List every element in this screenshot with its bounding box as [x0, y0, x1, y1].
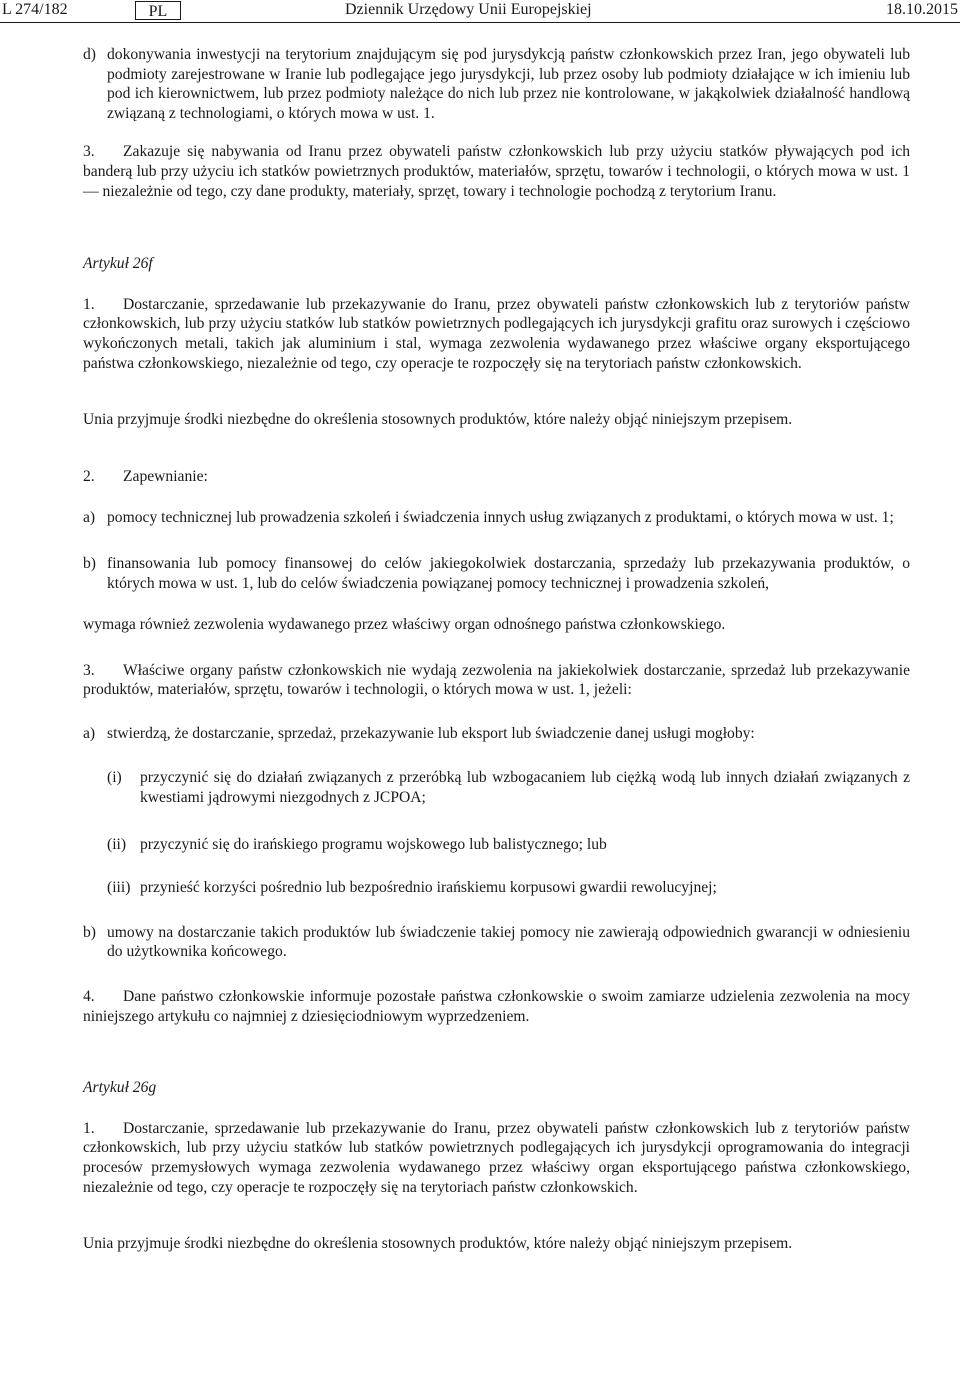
list-item-3b	[83, 923, 910, 962]
article-26f-union-note: Unia przyjmuje środki niezbędne do określenia stosownych produktów, które należy objąć niniejszym przepisem.	[83, 411, 793, 429]
item-text: dokonywania inwestycji na terytorium znajdującym się pod jurysdykcją państw członkowskich przez Iran, jego obywateli lub podmioty zarejestrowane w Iranie lub podlegające jego jurysdykcji, lub przez osoby lub podmioty działające w ich imieniu lub pod ich kierownictwem, lub przez podmioty należące do nich lub przez nie kontrolowane, w jakąkolwiek działalność handlową związaną z technologiami, o których mowa w ust. 1.	[107, 46, 910, 122]
item-label: a)	[83, 724, 96, 742]
item-text: pomocy technicznej lub prowadzenia szkoleń i świadczenia innych usług związanych z produktami, o których mowa w ust. 1;	[107, 509, 894, 527]
item-label: (iii)	[107, 879, 131, 897]
article-26f-paragraph-1	[83, 295, 910, 373]
header-rule	[0, 22, 960, 23]
document-body	[83, 45, 910, 1254]
sub-item-iii	[83, 878, 910, 898]
paragraph-number: 2.	[83, 467, 95, 485]
item-text: stwierdzą, że dostarczanie, sprzedaż, przekazywanie lub eksport lub świadczenie danej usługi mogłoby:	[107, 724, 755, 742]
paragraph-number: 3.	[83, 661, 95, 679]
item-label: (i)	[107, 769, 122, 787]
page-reference: L 274/182	[2, 1, 68, 18]
language-badge: PL	[135, 1, 181, 20]
paragraph-text: Zakazuje się nabywania od Iranu przez obywateli państw członkowskich lub przy użyciu statków pływających pod ich banderą lub przy użyciu ich statków powietrznych produktów, materiałów, sprzętu, towarów i technologii, o których mowa w ust. 1 — niezależnie od tego, czy dane produkty, materiały, sprzęt, towary i technologie pochodzą z terytorium Iranu.	[83, 143, 910, 200]
paragraph-number: 4.	[83, 988, 95, 1006]
paragraph-text: Zapewnianie:	[123, 467, 208, 485]
publication-date: 18.10.2015	[886, 1, 958, 18]
paragraph-number: 1.	[83, 295, 95, 313]
paragraph-text: Dostarczanie, sprzedawanie lub przekazywanie do Iranu, przez obywateli państw członkowskich lub z terytoriów państw członkowskich, lub przy użyciu statków lub statków powietrznych podlegających ich jurysdykcji grafitu oraz surowych i częściowo wykończonych metali, takich jak aluminium i stal, wymaga zezwolenia wydawanego przez właściwe organy eksportującego państwa członkowskiego, niezależnie od tego, czy operacje te rozpoczęły się na terytoriach państw członkowskich.	[83, 295, 910, 372]
paragraph-text: Dane państwo członkowskie informuje pozostałe państwa członkowskie o swoim zamiarze udzielenia zezwolenia na mocy niniejszego artykułu co najmniej z dziesięciodniowym wyprzedzeniem.	[83, 988, 910, 1025]
page-header	[0, 0, 960, 24]
paragraph-text: Właściwe organy państw członkowskich nie wydają zezwolenia na jakiekolwiek dostarczanie, sprzedaż lub przekazywanie produktów, materiałów, sprzętu, towarów i technologii, o których mowa w ust. 1, jeżeli:	[83, 661, 910, 699]
article-26g-paragraph-1	[83, 1119, 910, 1197]
list-item-d	[83, 45, 910, 123]
list-item-3a	[83, 724, 910, 744]
paragraph-number: 3.	[83, 143, 95, 161]
item-text: przyczynić się do irańskiego programu wojskowego lub balistycznego; lub	[140, 835, 607, 853]
list-item-2a	[83, 508, 910, 528]
article-26f-paragraph-3	[83, 661, 910, 700]
item-text: finansowania lub pomocy finansowej do celów jakiegokolwiek dostarczania, sprzedaży lub przekazywania produktów, o których mowa w ust. 1, lub do celów świadczenia powiązanej pomocy technicznej i prowadzenia szkoleń,	[107, 554, 910, 592]
item-label: d)	[83, 46, 96, 63]
journal-title: Dziennik Urzędowy Unii Europejskiej	[345, 1, 592, 18]
item-text: umowy na dostarczanie takich produktów lub świadczenie takiej pomocy nie zawierają odpowiednich gwarancji w odniesieniu do użytkownika końcowego.	[107, 923, 910, 961]
paragraph-number: 1.	[83, 1119, 95, 1137]
item-label: (ii)	[107, 835, 127, 853]
article-26f-paragraph-4	[83, 987, 910, 1026]
article-26g-union-note: Unia przyjmuje środki niezbędne do określenia stosownych produktów, które należy objąć niniejszym przepisem.	[83, 1235, 793, 1253]
item-text: przyczynić się do działań związanych z przeróbką lub wzbogacaniem lub ciężką wodą lub innych działań związanych z kwestiami jądrowymi niezgodnych z JCPOA;	[140, 769, 910, 807]
article-26f-heading: Artykuł 26f	[83, 255, 153, 273]
article-26f-paragraph-2-tail: wymaga również zezwolenia wydawanego przez właściwy organ odnośnego państwa członkowskiego.	[83, 616, 726, 634]
list-item-2b	[83, 554, 910, 593]
item-label: b)	[83, 554, 96, 572]
paragraph-3	[83, 142, 910, 201]
item-label: a)	[83, 509, 96, 527]
item-label: b)	[83, 923, 96, 941]
article-26f-paragraph-2	[83, 467, 910, 487]
sub-item-ii	[83, 835, 910, 855]
sub-item-i	[83, 768, 910, 807]
item-text: przynieść korzyści pośrednio lub bezpośrednio irańskiemu korpusowi gwardii rewolucyjnej;	[140, 879, 717, 897]
article-26g-heading: Artykuł 26g	[83, 1079, 157, 1097]
paragraph-text: Dostarczanie, sprzedawanie lub przekazywanie do Iranu, przez obywateli państw członkowskich lub z terytoriów państw członkowskich, lub przy użyciu statków lub statków powietrznych podlegających ich jurysdykcji oprogramowania do integracji procesów przemysłowych wymaga zezwolenia wydawanego przez właściwy organ eksportującego państwa członkowskiego, niezależnie od tego, czy operacje te rozpoczęły się na terytoriach państw członkowskich.	[83, 1119, 910, 1196]
